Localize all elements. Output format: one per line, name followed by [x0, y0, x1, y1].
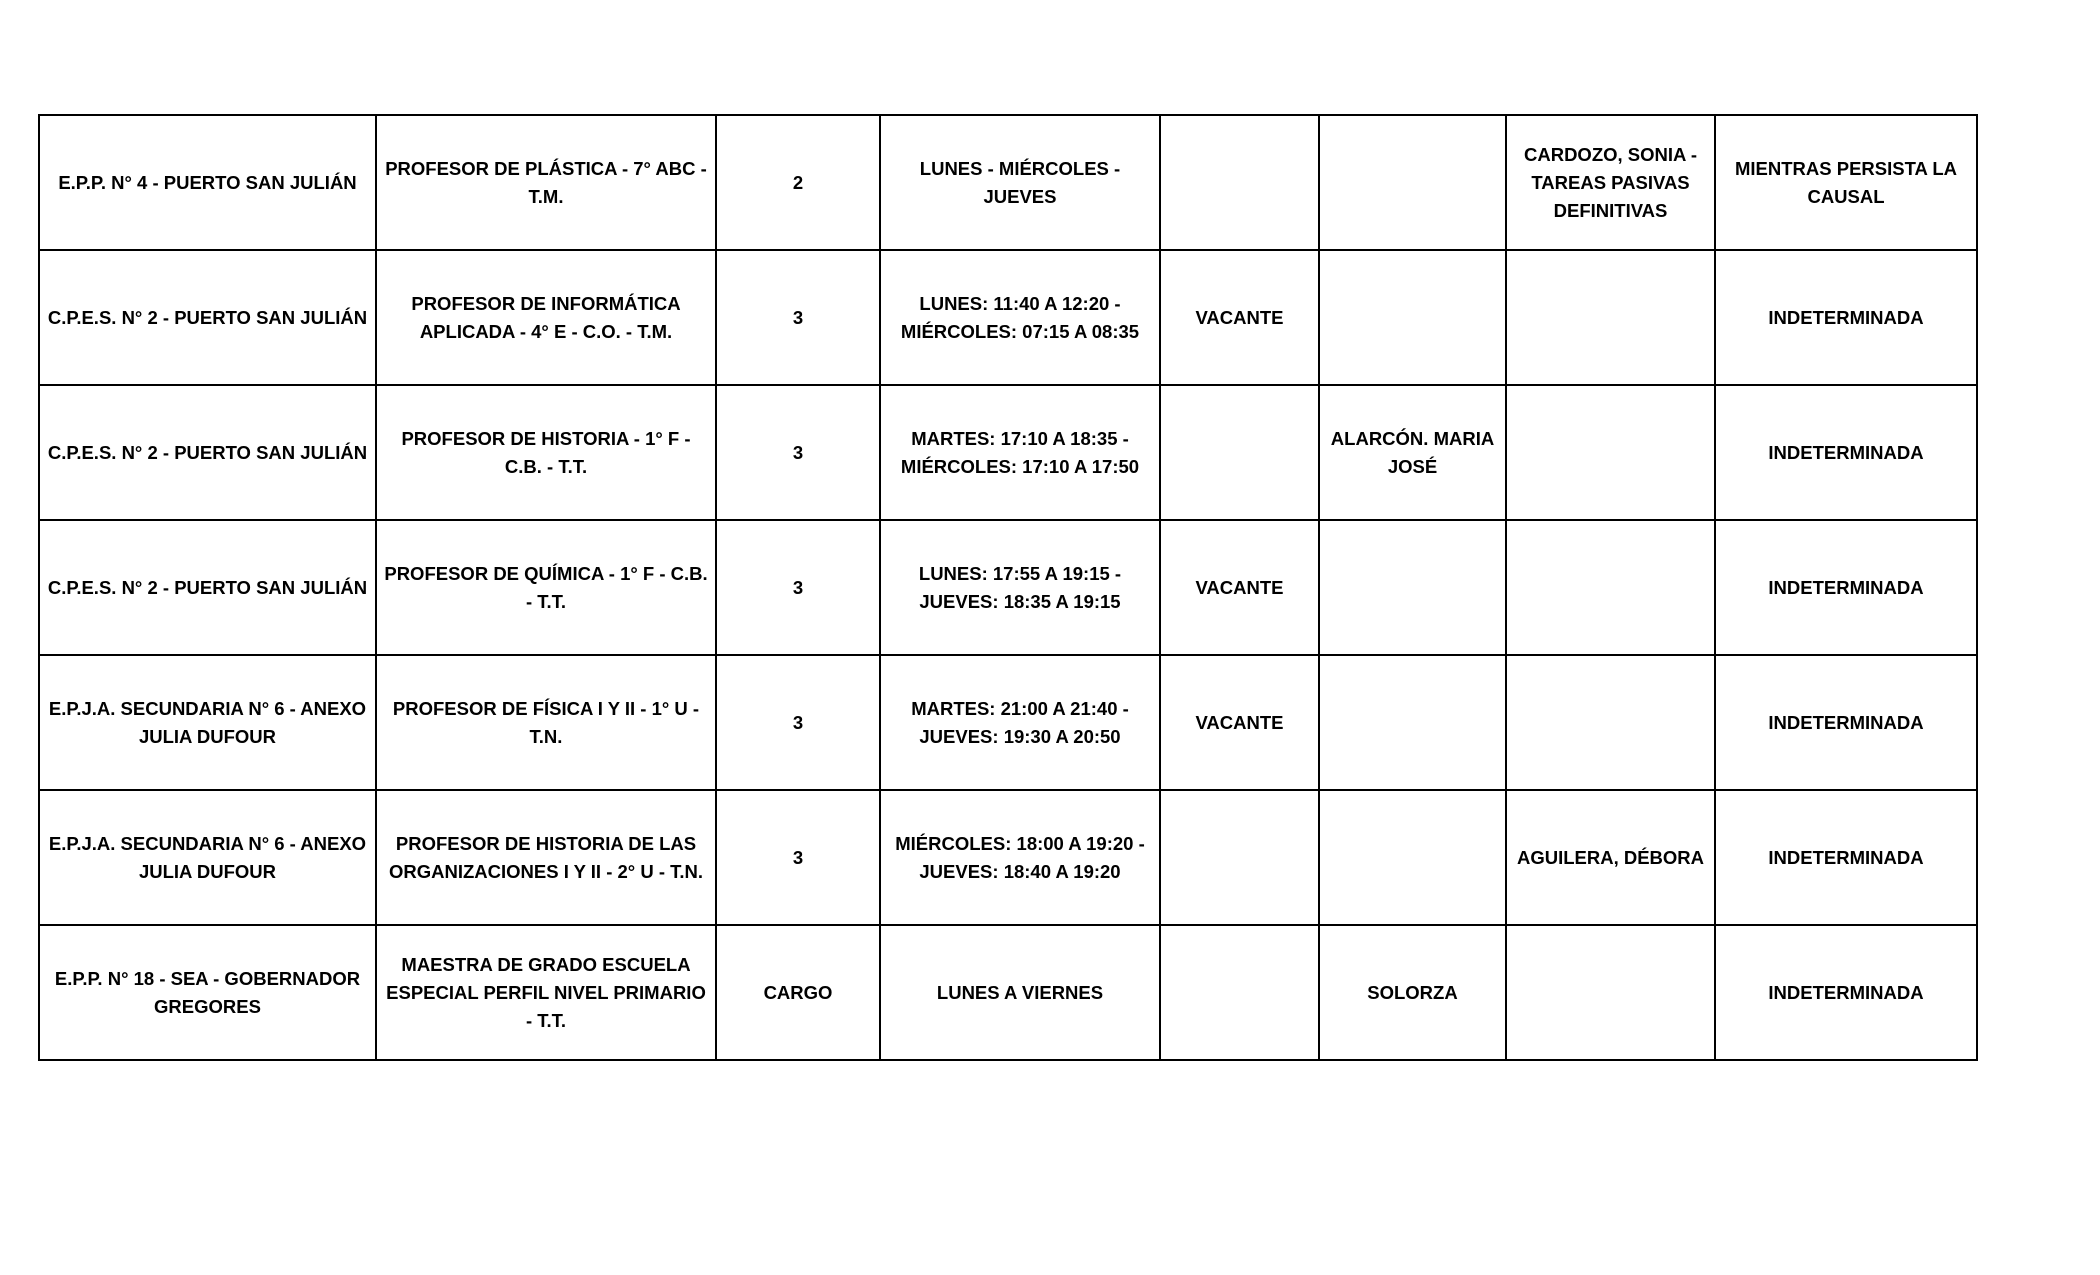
table-row	[39, 655, 1977, 790]
holder-cell	[1319, 520, 1506, 655]
status-cell	[1160, 385, 1319, 520]
duration-cell: INDETERMINADA	[1715, 790, 1977, 925]
duration-cell: INDETERMINADA	[1715, 385, 1977, 520]
table-row	[39, 250, 1977, 385]
table-row	[39, 115, 1977, 250]
holder-cell	[1319, 790, 1506, 925]
hours-cell: 3	[716, 385, 880, 520]
replaced-cell	[1506, 925, 1715, 1060]
replaced-cell: CARDOZO, SONIA - TAREAS PASIVAS DEFINITIVAS	[1506, 115, 1715, 250]
replaced-cell	[1506, 250, 1715, 385]
table-row	[39, 520, 1977, 655]
school-cell: C.P.E.S. N° 2 - PUERTO SAN JULIÁN	[39, 385, 376, 520]
position-cell: PROFESOR DE INFORMÁTICA APLICADA - 4° E - C.O. - T.M.	[376, 250, 716, 385]
status-cell: VACANTE	[1160, 520, 1319, 655]
schedule-cell: LUNES: 11:40 A 12:20 - MIÉRCOLES: 07:15 A 08:35	[880, 250, 1160, 385]
table-row	[39, 925, 1977, 1060]
holder-cell	[1319, 655, 1506, 790]
hours-cell: 3	[716, 250, 880, 385]
hours-cell: CARGO	[716, 925, 880, 1060]
position-cell: MAESTRA DE GRADO ESCUELA ESPECIAL PERFIL NIVEL PRIMARIO - T.T.	[376, 925, 716, 1060]
hours-cell: 3	[716, 790, 880, 925]
school-cell: E.P.P. N° 4 - PUERTO SAN JULIÁN	[39, 115, 376, 250]
table-body	[39, 115, 1977, 1060]
table-row	[39, 790, 1977, 925]
school-cell: E.P.P. N° 18 - SEA - GOBERNADOR GREGORES	[39, 925, 376, 1060]
holder-cell	[1319, 115, 1506, 250]
duration-cell: MIENTRAS PERSISTA LA CAUSAL	[1715, 115, 1977, 250]
position-cell: PROFESOR DE HISTORIA DE LAS ORGANIZACIONES I Y II - 2° U - T.N.	[376, 790, 716, 925]
schedule-cell: MIÉRCOLES: 18:00 A 19:20 - JUEVES: 18:40 A 19:20	[880, 790, 1160, 925]
duration-cell: INDETERMINADA	[1715, 520, 1977, 655]
hours-cell: 2	[716, 115, 880, 250]
schedule-cell: LUNES: 17:55 A 19:15 - JUEVES: 18:35 A 19:15	[880, 520, 1160, 655]
position-cell: PROFESOR DE FÍSICA I Y II - 1° U - T.N.	[376, 655, 716, 790]
schedule-cell: MARTES: 21:00 A 21:40 - JUEVES: 19:30 A 20:50	[880, 655, 1160, 790]
school-cell: C.P.E.S. N° 2 - PUERTO SAN JULIÁN	[39, 250, 376, 385]
hours-cell: 3	[716, 655, 880, 790]
replaced-cell	[1506, 385, 1715, 520]
position-cell: PROFESOR DE HISTORIA - 1° F - C.B. - T.T.	[376, 385, 716, 520]
replaced-cell: AGUILERA, DÉBORA	[1506, 790, 1715, 925]
schedule-cell: LUNES - MIÉRCOLES - JUEVES	[880, 115, 1160, 250]
school-cell: C.P.E.S. N° 2 - PUERTO SAN JULIÁN	[39, 520, 376, 655]
schedule-cell: LUNES A VIERNES	[880, 925, 1160, 1060]
duration-cell: INDETERMINADA	[1715, 925, 1977, 1060]
status-cell	[1160, 925, 1319, 1060]
duration-cell: INDETERMINADA	[1715, 250, 1977, 385]
status-cell	[1160, 115, 1319, 250]
position-cell: PROFESOR DE PLÁSTICA - 7° ABC - T.M.	[376, 115, 716, 250]
duration-cell: INDETERMINADA	[1715, 655, 1977, 790]
replaced-cell	[1506, 655, 1715, 790]
schedule-cell: MARTES: 17:10 A 18:35 - MIÉRCOLES: 17:10 A 17:50	[880, 385, 1160, 520]
status-cell	[1160, 790, 1319, 925]
holder-cell: ALARCÓN. MARIA JOSÉ	[1319, 385, 1506, 520]
position-cell: PROFESOR DE QUÍMICA - 1° F - C.B. - T.T.	[376, 520, 716, 655]
school-cell: E.P.J.A. SECUNDARIA N° 6 - ANEXO JULIA DUFOUR	[39, 655, 376, 790]
vacancy-table	[38, 114, 1978, 1061]
school-cell: E.P.J.A. SECUNDARIA N° 6 - ANEXO JULIA DUFOUR	[39, 790, 376, 925]
table-row	[39, 385, 1977, 520]
replaced-cell	[1506, 520, 1715, 655]
status-cell: VACANTE	[1160, 655, 1319, 790]
status-cell: VACANTE	[1160, 250, 1319, 385]
hours-cell: 3	[716, 520, 880, 655]
holder-cell: SOLORZA	[1319, 925, 1506, 1060]
holder-cell	[1319, 250, 1506, 385]
